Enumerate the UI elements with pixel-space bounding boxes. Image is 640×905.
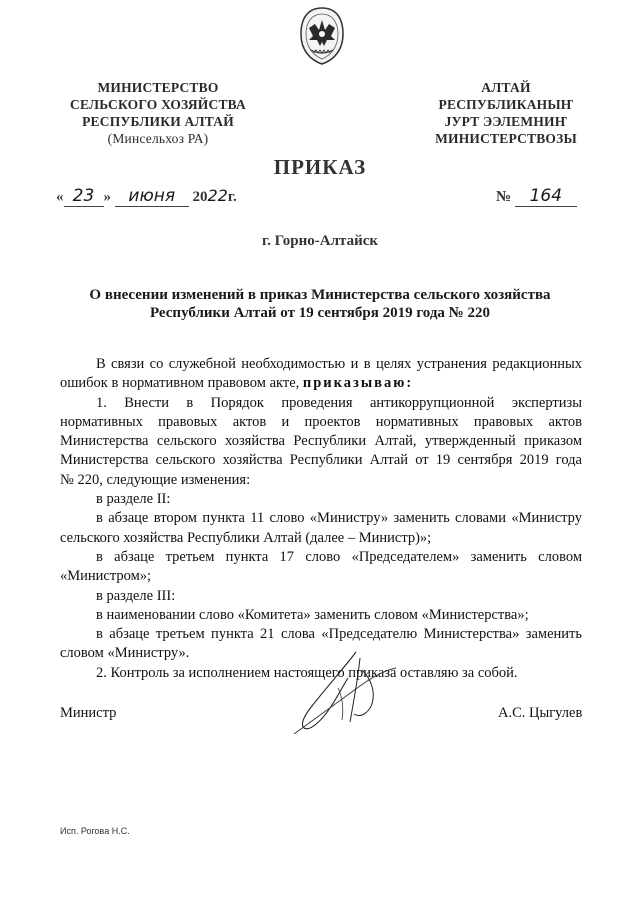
item-1-line-1: 1. Внести в Порядок проведения антикоррупционной экспертизы: [96, 394, 582, 411]
item-1-line-4: Министерства сельского хозяйства Республики Алтай от 19 сентября 2019 года: [60, 452, 582, 469]
date-year-suffix: 22: [207, 186, 228, 205]
ministry-header-altai: [418, 79, 594, 147]
ministry-header-russian: [60, 79, 256, 147]
intro-text: ошибок в нормативном правовом акте,: [60, 375, 300, 392]
number-value: 164: [515, 186, 577, 207]
item-1-line-5: № 220, следующие изменения:: [60, 471, 251, 488]
header-right-line-1: АЛТАЙ: [481, 80, 531, 95]
order-body: [60, 355, 582, 683]
header-left-line-1: МИНИСТЕРСТВО: [97, 80, 219, 95]
subject-line-2: Республики Алтай от 19 сентября 2019 года № 220: [149, 305, 491, 321]
section-3-b-line-1: в абзаце третьем пункта 21 слова «Председателю Министерства» заменить: [96, 626, 582, 643]
date-month: июня: [115, 186, 189, 207]
section-3-title: в разделе III:: [96, 587, 176, 604]
date-year-prefix: 20: [192, 189, 208, 205]
order-word: приказываю:: [302, 375, 414, 392]
order-number: [496, 186, 577, 207]
item-2: 2. Контроль за исполнением настоящего приказа оставляю за собой.: [96, 664, 518, 681]
date-open-quote: «: [56, 189, 64, 205]
coat-of-arms-emblem: [299, 6, 345, 66]
date-day: 23: [64, 186, 104, 207]
intro-line-2: [60, 374, 582, 393]
header-left-line-2: СЕЛЬСКОГО ХОЗЯЙСТВА: [70, 97, 246, 112]
document-title: ПРИКАЗ: [273, 155, 367, 179]
header-left-abbr: (Минсельхоз РА): [107, 131, 209, 146]
date-close-quote: »: [103, 189, 111, 205]
signatory-name: А.С. Цыгулев: [498, 705, 583, 721]
order-subject: [60, 286, 580, 322]
section-2-b-line-2: «Министром»;: [60, 568, 152, 585]
section-3-a: в наименовании слово «Комитета» заменить словом «Министерства»;: [96, 606, 529, 623]
number-sign: №: [496, 189, 512, 205]
order-date: [56, 186, 237, 207]
item-1-line-2: нормативных правовых актов и проектов нормативных правовых актов: [60, 413, 582, 430]
header-right-line-4: МИНИСТЕРСТВОЗЫ: [435, 131, 577, 146]
handwritten-signature: [264, 648, 414, 738]
city-line: г. Горно-Алтайск: [261, 233, 379, 249]
signatory-role: Министр: [60, 705, 117, 721]
subject-line-1: О внесении изменений в приказ Министерства сельского хозяйства: [89, 287, 551, 303]
intro-line-1: В связи со служебной необходимостью и в целях устранения редакционных: [96, 356, 582, 372]
section-2-title: в разделе II:: [96, 491, 171, 508]
executor-note: Исп. Рогова Н.С.: [60, 826, 130, 836]
header-left-line-3: РЕСПУБЛИКИ АЛТАЙ: [82, 114, 234, 129]
section-2-a-line-1: в абзаце втором пункта 11 слово «Министру» заменить словами «Министру: [96, 510, 582, 527]
item-1-line-3: Министерства сельского хозяйства Республики Алтай, утвержденный приказом: [60, 433, 582, 450]
date-year-mark: г.: [227, 189, 237, 205]
header-right-line-3: ЈУРТ ЭЭЛЕМНИҤ: [444, 114, 568, 129]
section-2-a-line-2: сельского хозяйства Республики Алтай (далее – Министр)»;: [60, 529, 432, 546]
section-2-b-line-1: в абзаце третьем пункта 17 слово «Председателем» заменить словом: [96, 548, 582, 565]
section-3-b-line-2: словом «Министру».: [60, 645, 190, 662]
header-right-line-2: РЕСПУБЛИКАНЫҤ: [438, 97, 574, 112]
